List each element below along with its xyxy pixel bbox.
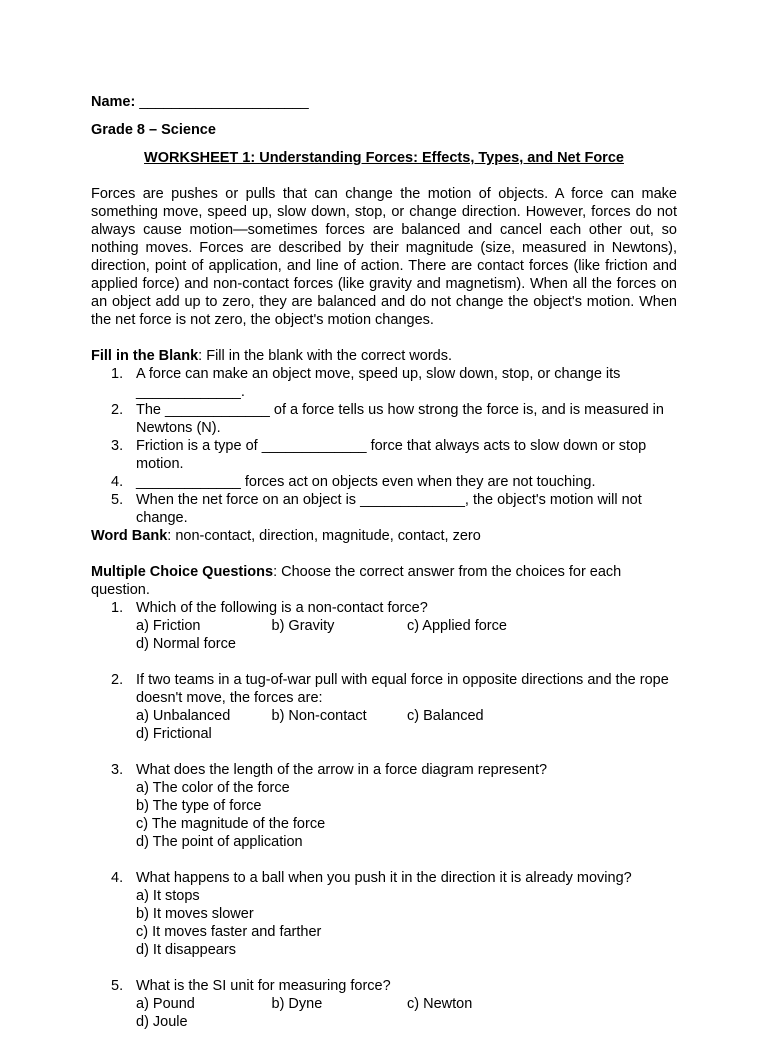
question-item (91, 599, 677, 653)
intro-paragraph: Forces are pushes or pulls that can change the motion of objects. A force can make something move, speed up, slow down, stop, or change direction. However, forces do not always cause motion—sometimes forces are balanced and cancel each other out, so nothing moves. Forces are described by their magnitude (size, measured in Newtons), direction, point of application, and line of action. There are contact forces (like friction and applied force) and non-contact forces (like gravity and magnetism). When all the forces on an object add up to zero, they are balanced and do not change the object's motion. When the net force is not zero, the object's motion changes. (91, 186, 677, 328)
question-number: 1. (111, 600, 124, 616)
answer-choices (136, 887, 677, 959)
choice-b: b) Gravity (271, 618, 335, 634)
choice-a: a) Unbalanced (136, 708, 231, 724)
fill-in-blank-section (91, 347, 677, 545)
choice-c: c) The magnitude of the force (136, 816, 326, 832)
word-bank-label: Word Bank (91, 528, 168, 544)
word-bank-words: : non-contact, direction, magnitude, contact, zero (167, 528, 481, 544)
choice-b: b) It moves slower (136, 906, 254, 922)
choice-c: c) Applied force (407, 618, 507, 634)
choice-d: d) The point of application (136, 834, 303, 850)
choice-b: b) Dyne (271, 996, 323, 1012)
multiple-choice-heading: Multiple Choice Questions (91, 564, 274, 580)
fill-in-blank-header (91, 347, 677, 365)
list-item (91, 437, 677, 473)
list-item (91, 491, 677, 527)
choice-d: d) It disappears (136, 942, 236, 958)
question-number: 2. (111, 672, 124, 688)
list-item (91, 473, 677, 491)
name-blank: _____________________ (135, 94, 309, 110)
question-text: Which of the following is a non-contact force? (136, 600, 428, 616)
question-item (91, 977, 677, 1031)
worksheet-title: WORKSHEET 1: Understanding Forces: Effects, Types, and Net Force (144, 150, 624, 166)
item-number: 5. (111, 492, 124, 508)
multiple-choice-list (91, 599, 677, 1031)
worksheet-page (91, 93, 677, 1049)
choice-d: d) Frictional (136, 726, 212, 742)
list-item (91, 365, 677, 401)
question-text: What is the SI unit for measuring force? (136, 978, 391, 994)
fill-in-blank-instruction: : Fill in the blank with the correct words. (198, 348, 453, 364)
choice-d: d) Normal force (136, 636, 236, 652)
item-number: 4. (111, 474, 124, 490)
item-text: When the net force on an object is _____________, the object's motion will not change. (136, 492, 642, 526)
question-number: 4. (111, 870, 124, 886)
grade-subject: Grade 8 – Science (91, 122, 216, 138)
question-item (91, 869, 677, 959)
choice-b: b) Non-contact (271, 708, 367, 724)
question-number: 5. (111, 978, 124, 994)
name-line (91, 93, 677, 111)
question-item (91, 761, 677, 851)
name-label: Name: (91, 94, 136, 110)
choice-a: a) It stops (136, 888, 200, 904)
question-text: If two teams in a tug-of-war pull with equal force in opposite directions and the rope doesn't move, the forces are: (136, 672, 669, 706)
choice-a: a) Pound (136, 996, 195, 1012)
list-item (91, 401, 677, 437)
item-text: _____________ forces act on objects even when they are not touching. (136, 474, 596, 490)
choice-c: c) Newton (407, 996, 473, 1012)
answer-choices (136, 617, 677, 653)
item-text: The _____________ of a force tells us how strong the force is, and is measured in Newtons (N). (136, 402, 664, 436)
item-number: 2. (111, 402, 124, 418)
item-number: 1. (111, 366, 124, 382)
question-text: What happens to a ball when you push it in the direction it is already moving? (136, 870, 632, 886)
answer-choices (136, 707, 677, 743)
multiple-choice-header (91, 563, 677, 599)
item-number: 3. (111, 438, 124, 454)
multiple-choice-instruction: : Choose the correct answer from the choices for each question. (91, 564, 622, 598)
choice-a: a) The color of the force (136, 780, 290, 796)
question-item (91, 671, 677, 743)
fill-in-blank-heading: Fill in the Blank (91, 348, 199, 364)
question-number: 3. (111, 762, 124, 778)
item-text: Friction is a type of _____________ force that always acts to slow down or stop motion. (136, 438, 647, 472)
item-text: A force can make an object move, speed up, slow down, stop, or change its _____________. (136, 366, 621, 400)
choice-a: a) Friction (136, 618, 201, 634)
multiple-choice-section (91, 563, 677, 1031)
answer-choices (136, 779, 677, 851)
choice-b: b) The type of force (136, 798, 262, 814)
choice-c: c) It moves faster and farther (136, 924, 322, 940)
word-bank (91, 527, 677, 545)
answer-choices (136, 995, 677, 1031)
fill-in-blank-list (91, 365, 677, 527)
choice-d: d) Joule (136, 1014, 188, 1030)
question-text: What does the length of the arrow in a force diagram represent? (136, 762, 548, 778)
choice-c: c) Balanced (407, 708, 484, 724)
